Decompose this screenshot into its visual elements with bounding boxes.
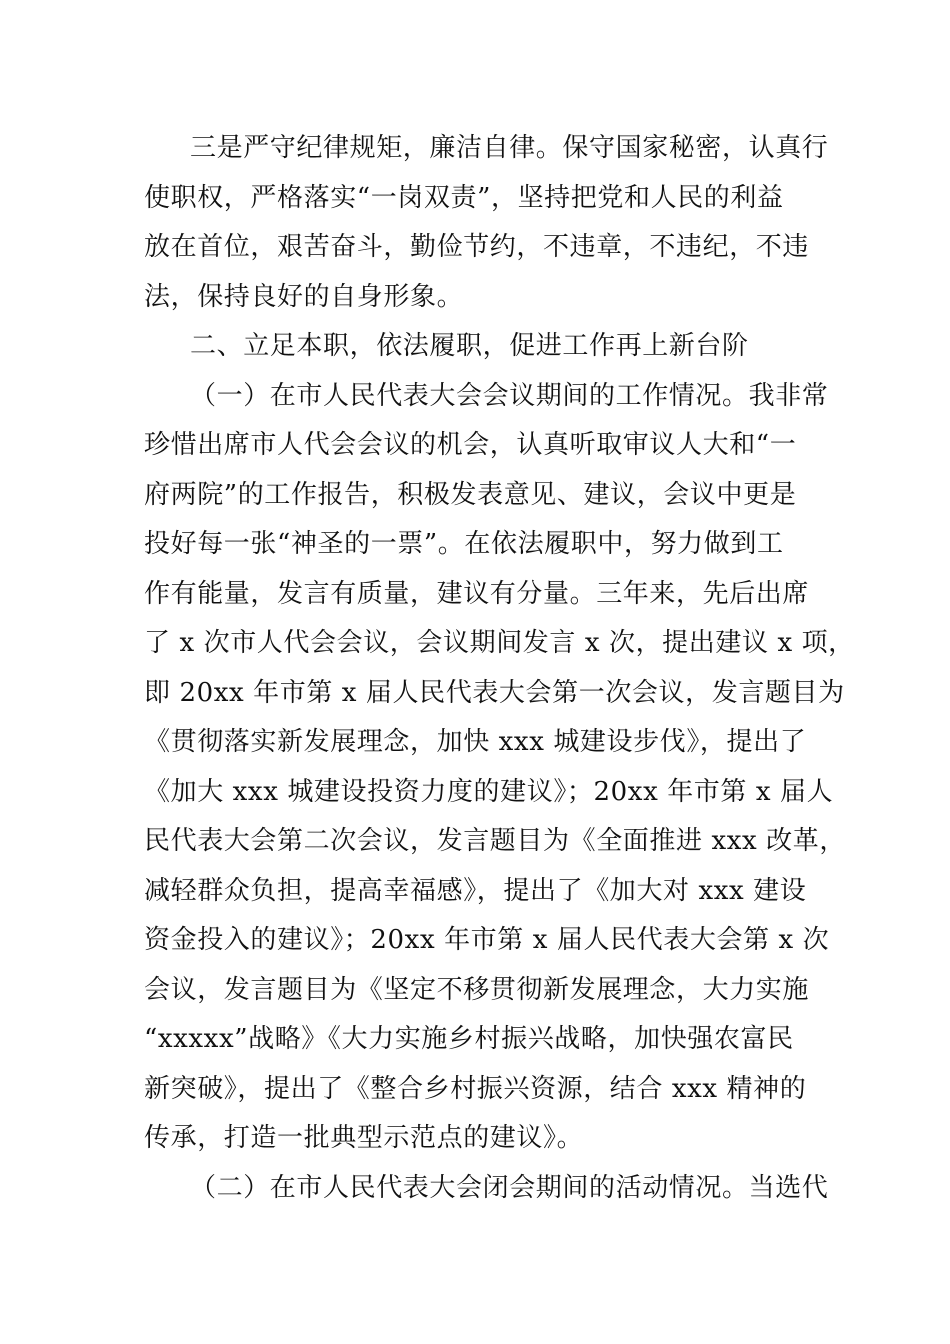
- paragraph-line: （二）在市人民代表大会闭会期间的活动情况。当选代: [190, 1172, 829, 1203]
- paragraph-line: 放在首位，艰苦奋斗，勤俭节约，不违章，不违纪，不违: [144, 232, 810, 262]
- paragraph-line: 了 x 次市人代会会议，会议期间发言 x 次，提出建议 x 项，: [144, 628, 855, 658]
- paragraph-line: 传承，打造一批典型示范点的建议》。: [144, 1123, 584, 1153]
- paragraph-line: 即 20xx 年市第 x 届人民代表大会第一次会议，发言题目为: [144, 677, 845, 708]
- paragraph-line: 会议，发言题目为《坚定不移贯彻新发展理念，大力实施: [144, 974, 810, 1005]
- paragraph-line: 法，保持良好的自身形象。: [144, 281, 464, 312]
- paragraph-line: 《贯彻落实新发展理念，加快 xxx 城建设步伐》，提出了: [144, 727, 807, 757]
- document-body: [144, 124, 855, 1213]
- paragraph-line: 民代表大会第二次会议，发言题目为《全面推进 xxx 改革，: [144, 826, 846, 856]
- paragraph-line: 《加大 xxx 城建设投资力度的建议》；20xx 年市第 x 届人: [144, 776, 834, 807]
- paragraph-line: “xxxxx”战略》《大力实施乡村振兴战略，加快强农富民: [144, 1024, 794, 1054]
- paragraph-line: 新突破》，提出了《整合乡村振兴资源，结合 xxx 精神的: [144, 1073, 807, 1104]
- paragraph-line: 珍惜出席市人代会会议的机会，认真听取审议人大和“一: [144, 430, 797, 460]
- paragraph-line: （一）在市人民代表大会会议期间的工作情况。我非常: [190, 380, 829, 411]
- paragraph-line: 投好每一张“神圣的一票”。在依法履职中，努力做到工: [144, 529, 784, 559]
- paragraph-line: 三是严守纪律规矩，廉洁自律。保守国家秘密，认真行: [190, 133, 829, 163]
- section-heading: 二、立足本职，依法履职，促进工作再上新台阶: [190, 331, 749, 361]
- paragraph-line: 资金投入的建议》；20xx 年市第 x 届人民代表大会第 x 次: [144, 925, 830, 955]
- paragraph-line: 减轻群众负担，提高幸福感》，提出了《加大对 xxx 建设: [144, 875, 807, 906]
- paragraph-line: 作有能量，发言有质量，建议有分量。三年来，先后出席: [144, 578, 810, 609]
- paragraph-line: 府两院”的工作报告，积极发表意见、建议，会议中更是: [144, 479, 797, 510]
- paragraph-line: 使职权，严格落实“一岗双责”，坚持把党和人民的利益: [144, 182, 784, 213]
